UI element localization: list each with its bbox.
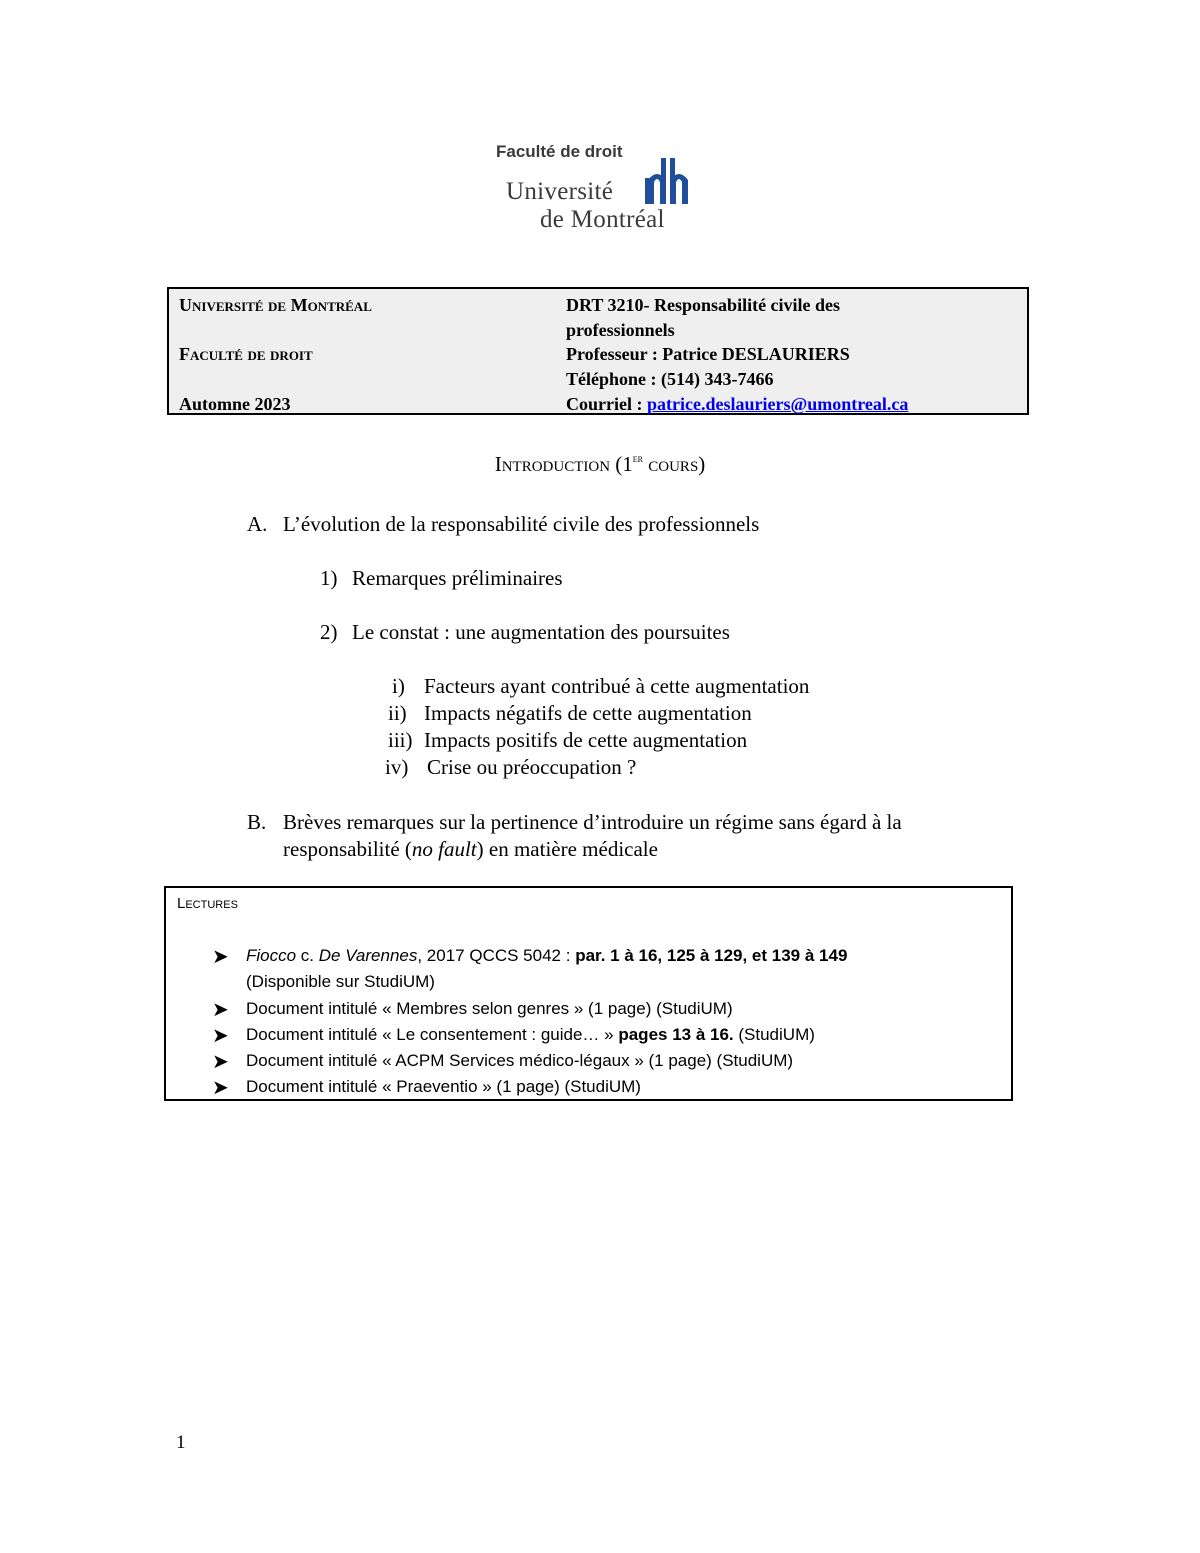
header-faculty: Faculté de droit <box>179 344 313 364</box>
outline-sub-text: Crise ou préoccupation ? <box>427 755 637 779</box>
page-number: 1 <box>176 1432 186 1453</box>
header-email-row <box>566 392 908 416</box>
outline-2-text: Le constat : une augmentation des poursuites <box>352 620 730 644</box>
outline-b-marker: B. <box>247 810 267 834</box>
readings-heading: Lectures <box>177 895 238 912</box>
outline-1-marker: 1) <box>320 566 338 590</box>
header-course-line1: DRT 3210- Responsabilité civile des <box>566 295 841 315</box>
outline-b-line2: responsabilité (no fault) en matière médicale <box>283 837 658 861</box>
outline-2-marker: 2) <box>320 620 338 644</box>
outline-sub-text: Facteurs ayant contribué à cette augmentation <box>424 674 810 698</box>
outline-sub-marker: i) <box>392 674 405 698</box>
outline-a-text: L’évolution de la responsabilité civile des professionnels <box>283 512 760 536</box>
course-header-table <box>167 287 1029 415</box>
header-term: Automne 2023 <box>179 394 291 414</box>
header-professor: Professeur : Patrice DESLAURIERS <box>566 344 850 364</box>
outline-sub-marker: ii) <box>388 701 407 725</box>
outline-1-text: Remarques préliminaires <box>352 566 563 590</box>
university-logo <box>490 140 710 240</box>
udem-emblem-icon <box>645 158 691 208</box>
arrow-bullet-icon: ➤ <box>212 1075 229 1099</box>
reading-item: Document intitulé « Membres selon genres » (1 page) (StudiUM) <box>246 999 733 1018</box>
email-link[interactable]: patrice.deslauriers@umontreal.ca <box>646 394 909 414</box>
header-university: Université de Montréal <box>179 295 372 315</box>
readings-box <box>164 886 1013 1101</box>
arrow-bullet-icon: ➤ <box>212 944 229 968</box>
reading-item: Fiocco c. De Varennes, 2017 QCCS 5042 : par. 1 à 16, 125 à 129, et 139 à 149 <box>246 946 848 965</box>
header-course-line2: professionnels <box>566 320 675 340</box>
outline-sub-marker: iii) <box>388 728 413 752</box>
outline-a-marker: A. <box>247 512 268 536</box>
arrow-bullet-icon: ➤ <box>212 1049 229 1073</box>
logo-university-text: Université <box>506 178 614 205</box>
arrow-bullet-icon: ➤ <box>212 997 229 1021</box>
reading-item-availability: (Disponible sur StudiUM) <box>246 972 435 991</box>
lecture-title: Introduction (1er cours) <box>494 452 706 476</box>
logo-montreal-text: de Montréal <box>540 206 665 233</box>
reading-item: Document intitulé « Le consentement : guide… » pages 13 à 16. (StudiUM) <box>246 1025 815 1044</box>
outline-sub-text: Impacts négatifs de cette augmentation <box>424 701 752 725</box>
logo-faculty-text: Faculté de droit <box>496 142 623 161</box>
outline-sub-text: Impacts positifs de cette augmentation <box>424 728 748 752</box>
outline-sub-marker: iv) <box>385 755 409 779</box>
arrow-bullet-icon: ➤ <box>212 1023 229 1047</box>
outline-b-line1: Brèves remarques sur la pertinence d’introduire un régime sans égard à la <box>283 810 902 834</box>
reading-item: Document intitulé « ACPM Services médico-légaux » (1 page) (StudiUM) <box>246 1051 794 1070</box>
reading-item: Document intitulé « Praeventio » (1 page) (StudiUM) <box>246 1077 641 1096</box>
header-phone: Téléphone : (514) 343-7466 <box>566 369 774 389</box>
header-email-label: Courriel : <box>566 394 647 414</box>
